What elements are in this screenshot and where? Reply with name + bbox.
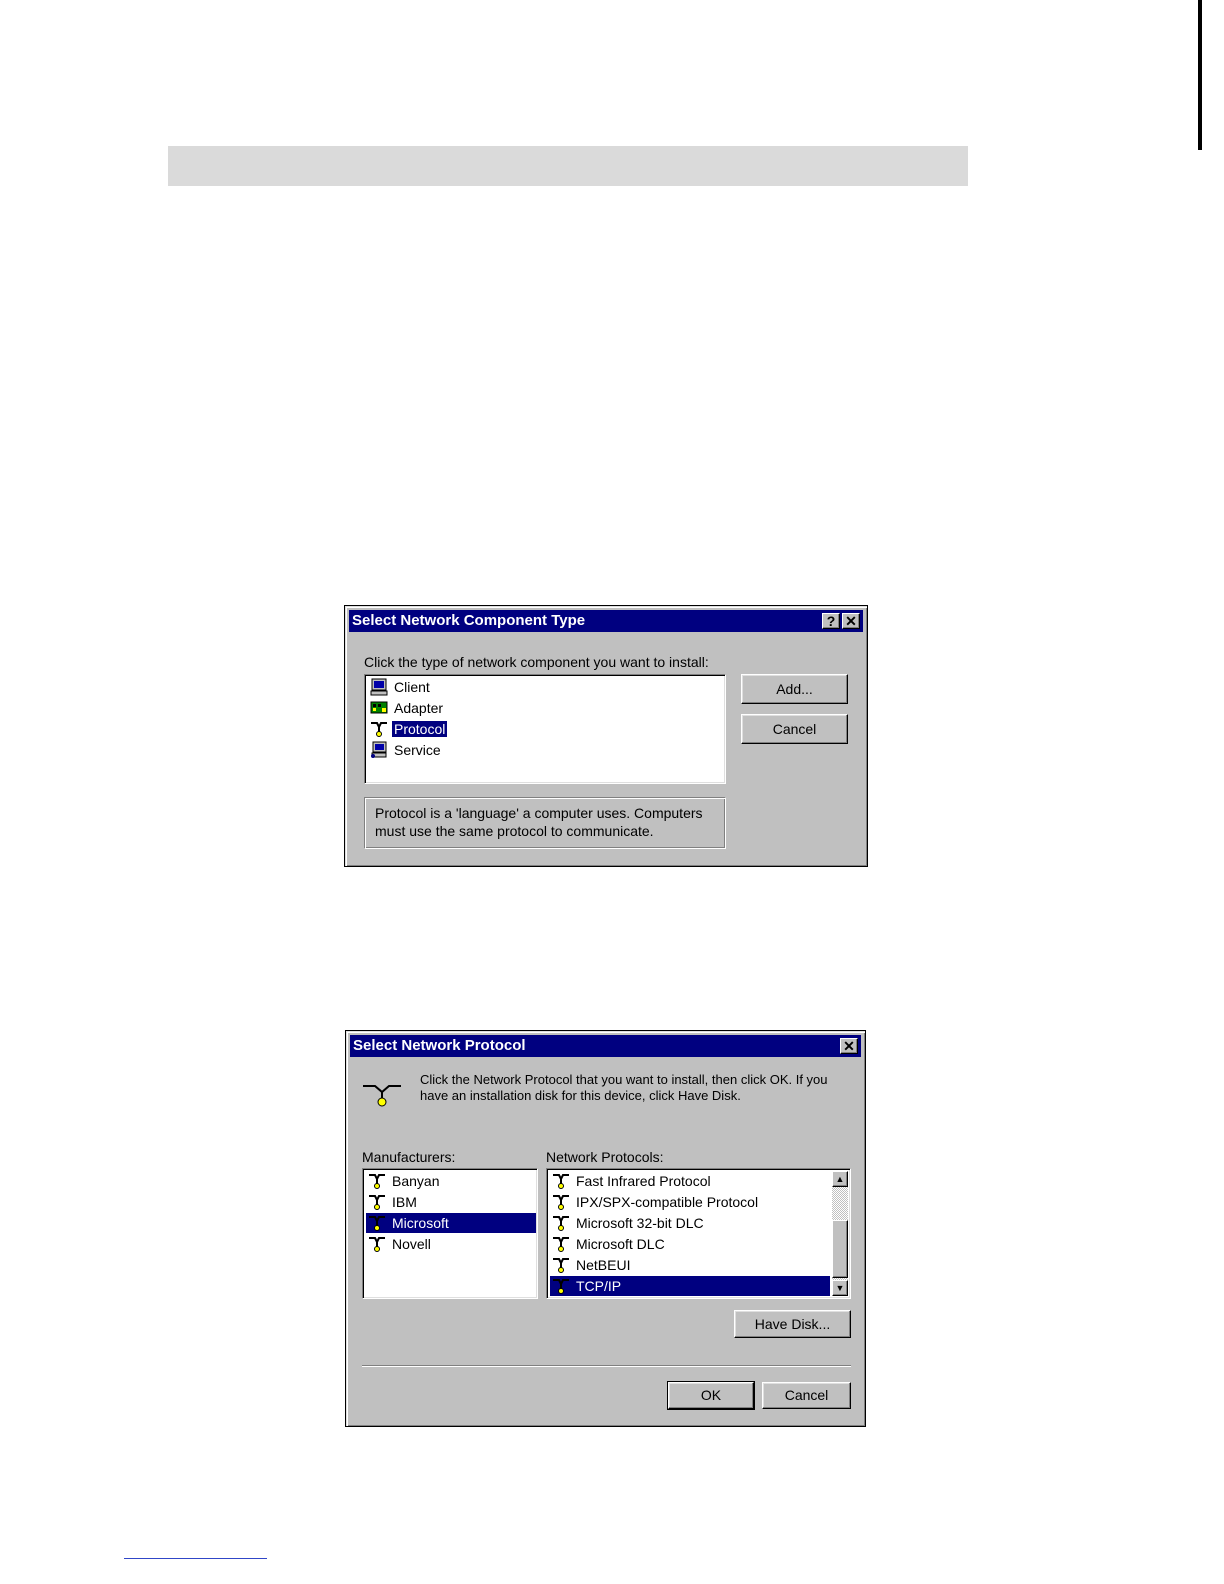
list-item-novell[interactable] [366, 1234, 433, 1254]
cancel-button-label: Cancel [772, 721, 817, 737]
manufacturers-list[interactable] [362, 1168, 538, 1299]
description-box: Protocol is a 'language' a computer uses. Computers must use the same protocol to communicate. [364, 797, 726, 849]
footer-underline [124, 1558, 267, 1559]
protocol-icon [552, 1235, 570, 1253]
margin-rule [1198, 0, 1202, 150]
item-label: IBM [392, 1194, 417, 1210]
list-item-tcp-ip[interactable] [550, 1276, 830, 1296]
item-label: Microsoft DLC [576, 1236, 665, 1252]
dialog-title: Select Network Component Type [352, 612, 586, 629]
protocol-icon [552, 1172, 570, 1190]
cancel-button[interactable] [762, 1382, 851, 1409]
protocol-icon [552, 1256, 570, 1274]
ok-button-label: OK [700, 1387, 722, 1403]
manufacturers-label: Manufacturers: [362, 1149, 456, 1165]
cancel-button-label: Cancel [784, 1387, 829, 1403]
select-network-protocol-dialog [345, 1030, 866, 1427]
close-button[interactable]: ✕ [840, 1038, 858, 1054]
scroll-up-button[interactable]: ▲ [832, 1171, 848, 1187]
list-item-ibm[interactable] [366, 1192, 419, 1212]
item-label: Microsoft [392, 1215, 449, 1231]
adapter-icon [370, 699, 388, 717]
item-label: Microsoft 32-bit DLC [576, 1215, 704, 1231]
separator [362, 1365, 851, 1367]
item-label: Novell [392, 1236, 431, 1252]
ok-button[interactable] [668, 1382, 754, 1409]
have-disk-label: Have Disk... [754, 1316, 831, 1332]
page-banner [168, 146, 968, 186]
item-label: TCP/IP [576, 1278, 622, 1294]
item-label: Client [394, 679, 430, 695]
item-label: Adapter [394, 700, 444, 716]
instruction-text: Click the type of network component you want to install: [364, 654, 709, 670]
list-item-netbeui[interactable] [550, 1255, 632, 1275]
list-item-service[interactable] [368, 740, 443, 760]
add-button[interactable] [741, 674, 848, 704]
dialog-title: Select Network Protocol [353, 1037, 526, 1054]
instruction-text: Click the Network Protocol that you want to install, then click OK. If you have an installation disk for this device, click Have Disk. [420, 1072, 828, 1103]
protocol-icon [552, 1214, 570, 1232]
service-icon [370, 741, 388, 759]
protocol-icon [368, 1172, 386, 1190]
title-bar [350, 1035, 861, 1057]
scroll-down-button[interactable]: ▼ [832, 1280, 848, 1296]
list-item-fast-infrared[interactable] [550, 1171, 713, 1191]
scroll-thumb[interactable] [832, 1220, 848, 1278]
cancel-button[interactable] [741, 714, 848, 744]
item-label: IPX/SPX-compatible Protocol [576, 1194, 759, 1210]
network-protocols-list[interactable] [546, 1168, 851, 1299]
item-label: Protocol [394, 721, 446, 737]
title-bar [349, 610, 863, 632]
list-item-microsoft[interactable] [366, 1213, 536, 1233]
list-item-ms-dlc[interactable] [550, 1234, 667, 1254]
help-button[interactable]: ? [822, 613, 840, 629]
client-icon [370, 678, 388, 696]
protocol-icon [368, 1235, 386, 1253]
item-label: NetBEUI [576, 1257, 631, 1273]
protocols-scrollbar[interactable] [832, 1171, 848, 1296]
protocol-icon [370, 720, 388, 738]
list-item-banyan[interactable] [366, 1171, 441, 1191]
item-label: Banyan [392, 1173, 440, 1189]
list-item-client[interactable] [368, 677, 432, 697]
protocol-icon [552, 1277, 570, 1295]
close-button[interactable]: ✕ [842, 613, 860, 629]
network-protocols-label: Network Protocols: [546, 1149, 664, 1165]
add-button-label: Add... [776, 681, 813, 697]
list-item-adapter[interactable] [368, 698, 445, 718]
network-protocol-icon [361, 1079, 403, 1109]
list-item-protocol[interactable] [368, 719, 723, 739]
have-disk-button[interactable] [734, 1310, 851, 1338]
select-network-component-dialog [344, 605, 868, 867]
item-label: Service [394, 742, 441, 758]
list-item-ipx-spx[interactable] [550, 1192, 760, 1212]
protocol-icon [552, 1193, 570, 1211]
item-label: Fast Infrared Protocol [576, 1173, 711, 1189]
protocol-icon [368, 1193, 386, 1211]
protocol-icon [368, 1214, 386, 1232]
list-item-ms-32bit-dlc[interactable] [550, 1213, 706, 1233]
component-type-list[interactable] [364, 674, 726, 784]
